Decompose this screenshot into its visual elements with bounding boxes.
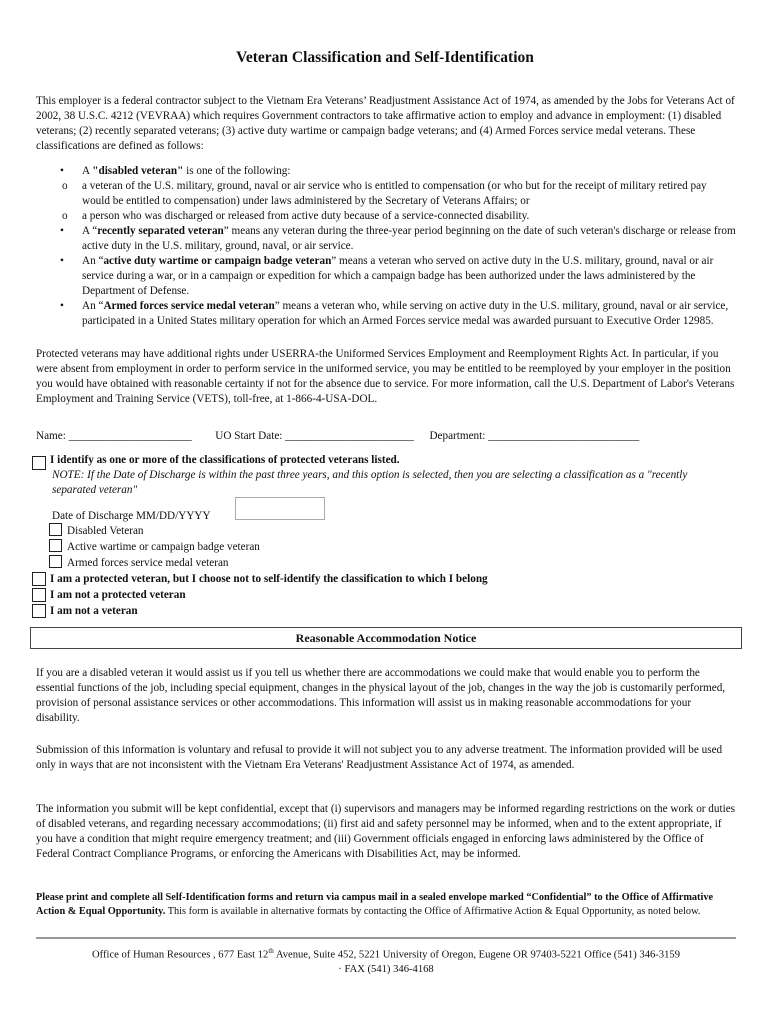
employee-info-row — [36, 430, 639, 442]
notice-paragraph-3: The information you submit will be kept confidential, except that (i) supervisors and managers may be informed regarding restrictions on the work or duties of disabled veterans, and regarding necessary accommodations; (ii) first aid and safety personnel may be informed, when and to the extent appropriate, if you have a condition that might require emergency treatment; and (iii) Government officials engaged in enforcing laws administered by the Office of Federal Contract Compliance Programs, or enforcing the Americans with Disabilities Act, may be informed. — [36, 803, 736, 860]
identify-label: I identify as one or more of the classifications of protected veterans listed. — [50, 454, 400, 466]
discharge-date-label: Date of Discharge MM/DD/YYYY — [52, 510, 211, 522]
active-wartime-checkbox[interactable] — [49, 539, 62, 552]
notice-paragraph-1: If you are a disabled veteran it would assist us if you tell us whether there are accommodations we could make that would enable you to perform the essential functions of the job, including special equipment, changes in the physical layout of the job, changes in the way the job is customarily performed, provision of personal assistance services or other accommodations. This information will assist us in making reasonable accommodations for your disability. — [36, 667, 726, 724]
start-date-field[interactable]: UO Start Date: _______________________ — [215, 430, 414, 442]
name-field[interactable]: Name: ______________________ — [36, 430, 192, 442]
department-field[interactable]: Department: ___________________________ — [429, 430, 640, 442]
term-active-duty: active duty wartime or campaign badge veteran — [103, 255, 332, 267]
footer-contact: Office of Human Resources , 677 East 12th Avenue, Suite 452, 5221 University of Oregon, Eugene OR 97403-5221 Office (541) 346-3159 · FAX (541) 346-4168 — [92, 947, 680, 975]
definition-recently-separated: • A “recently separated veteran” means any veteran during the three-year period beginning on the date of such veteran's discharge or release from active duty in the U.S. military, ground, naval, or air service. — [36, 224, 736, 254]
disabled-sub-item: o a veteran of the U.S. military, ground, naval or air service who is entitled to compensation (or who but for the receipt of military retired pay would be entitled to compensation) under laws administered by the Secretary of Veterans Affairs; or — [62, 180, 707, 207]
disabled-veteran-label: Disabled Veteran — [67, 525, 144, 537]
definition-service-medal: • An “Armed forces service medal veteran” means a veteran who, while serving on active duty in the U.S. military, ground, naval or air service, participated in a United States military operation for which an Armed Forces service medal was awarded pursuant to Executive Order 12985. — [36, 299, 736, 329]
term-recently-separated: recently separated veteran — [97, 225, 224, 237]
accommodation-notice-heading: Reasonable Accommodation Notice — [30, 627, 742, 649]
definitions-list — [36, 164, 736, 329]
sub-bullet: o — [62, 210, 68, 222]
notice-paragraph-2: Submission of this information is voluntary and refusal to provide it will not subject you to any adverse treatment. The information provided will be used only in ways that are not inconsistent with the Vietnam Era Veterans' Readjustment Assistance Act of 1974, as amended. — [36, 744, 723, 771]
active-wartime-label: Active wartime or campaign badge veteran — [67, 541, 260, 553]
term-disabled-veteran: "disabled veteran" — [92, 165, 184, 177]
no-self-identify-label: I am a protected veteran, but I choose not to self-identify the classification to which I belong — [50, 573, 488, 585]
identify-checkbox[interactable] — [32, 456, 46, 470]
userra-paragraph: Protected veterans may have additional rights under USERRA-the Uniformed Services Employment and Reemployment Rights Act. In particular, if you were absent from employment in order to perform service in the uniformed service, you may be entitled to be reemployed by your employer in the position you would have obtained with reasonable certainty if not for the absence due to service. For more information, call the U.S. Department of Labor's Veterans Employment and Training Service (VETS), toll-free, at 1-866-4-USA-DOL. — [36, 348, 735, 405]
definition-active-duty: • An “active duty wartime or campaign badge veteran” means a veteran who served on active duty in the U.S. military, ground, naval or air service during a war, or in a campaign or expedition for which a campaign badge has been authorized under the laws administered by the Department of Defense. — [36, 254, 736, 299]
not-protected-label: I am not a protected veteran — [50, 589, 186, 601]
term-service-medal: Armed forces service medal veteran — [103, 300, 275, 312]
intro-paragraph: This employer is a federal contractor subject to the Vietnam Era Veterans’ Readjustment Assistance Act of 1974, as amended by the Jobs for Veterans Act of 2002, 38 U.S.C. 4212 (VEVRAA) which requires Government contractors to take affirmative action to employ and advance in employment: (1) disabled veterans; (2) recently separated veterans; (3) active duty wartime or campaign badge veterans; and (4) Armed Forces service medal veterans. These classifications are defined as follows: — [36, 95, 735, 152]
discharge-date-input[interactable] — [235, 497, 325, 520]
not-veteran-label: I am not a veteran — [50, 605, 138, 617]
page-title: Veteran Classification and Self-Identification — [236, 49, 534, 66]
service-medal-label: Armed forces service medal veteran — [67, 557, 229, 569]
no-self-identify-checkbox[interactable] — [32, 572, 46, 586]
sub-bullet: o — [62, 180, 68, 192]
not-protected-checkbox[interactable] — [32, 588, 46, 602]
service-medal-checkbox[interactable] — [49, 555, 62, 568]
return-instructions: Please print and complete all Self-Identification forms and return via campus mail in a sealed envelope marked “Confidential” to the Office of Affirmative Action & Equal Opportunity. This form is available in alternative formats by contacting the Office of Affirmative Action & Equal Opportunity, as noted below. — [36, 892, 714, 917]
definition-disabled-veteran: • A "disabled veteran" is one of the following: o a veteran of the U.S. military, ground, naval or air service who is entitled to compensation (or who but for the receipt of military retired pay would be entitled to compensation) under laws administered by the Secretary of Veterans Affairs; or o a person who was discharged or released from active duty because of a service-connected disability. — [36, 164, 736, 224]
footer-divider — [36, 937, 736, 939]
not-veteran-checkbox[interactable] — [32, 604, 46, 618]
disabled-sub-item: o a person who was discharged or released from active duty because of a service-connected disability. — [62, 210, 530, 222]
disabled-veteran-checkbox[interactable] — [49, 523, 62, 536]
discharge-note: NOTE: If the Date of Discharge is within the past three years, and this option is selected, then you are selecting a classification as a "recently separated veteran" — [52, 469, 688, 496]
